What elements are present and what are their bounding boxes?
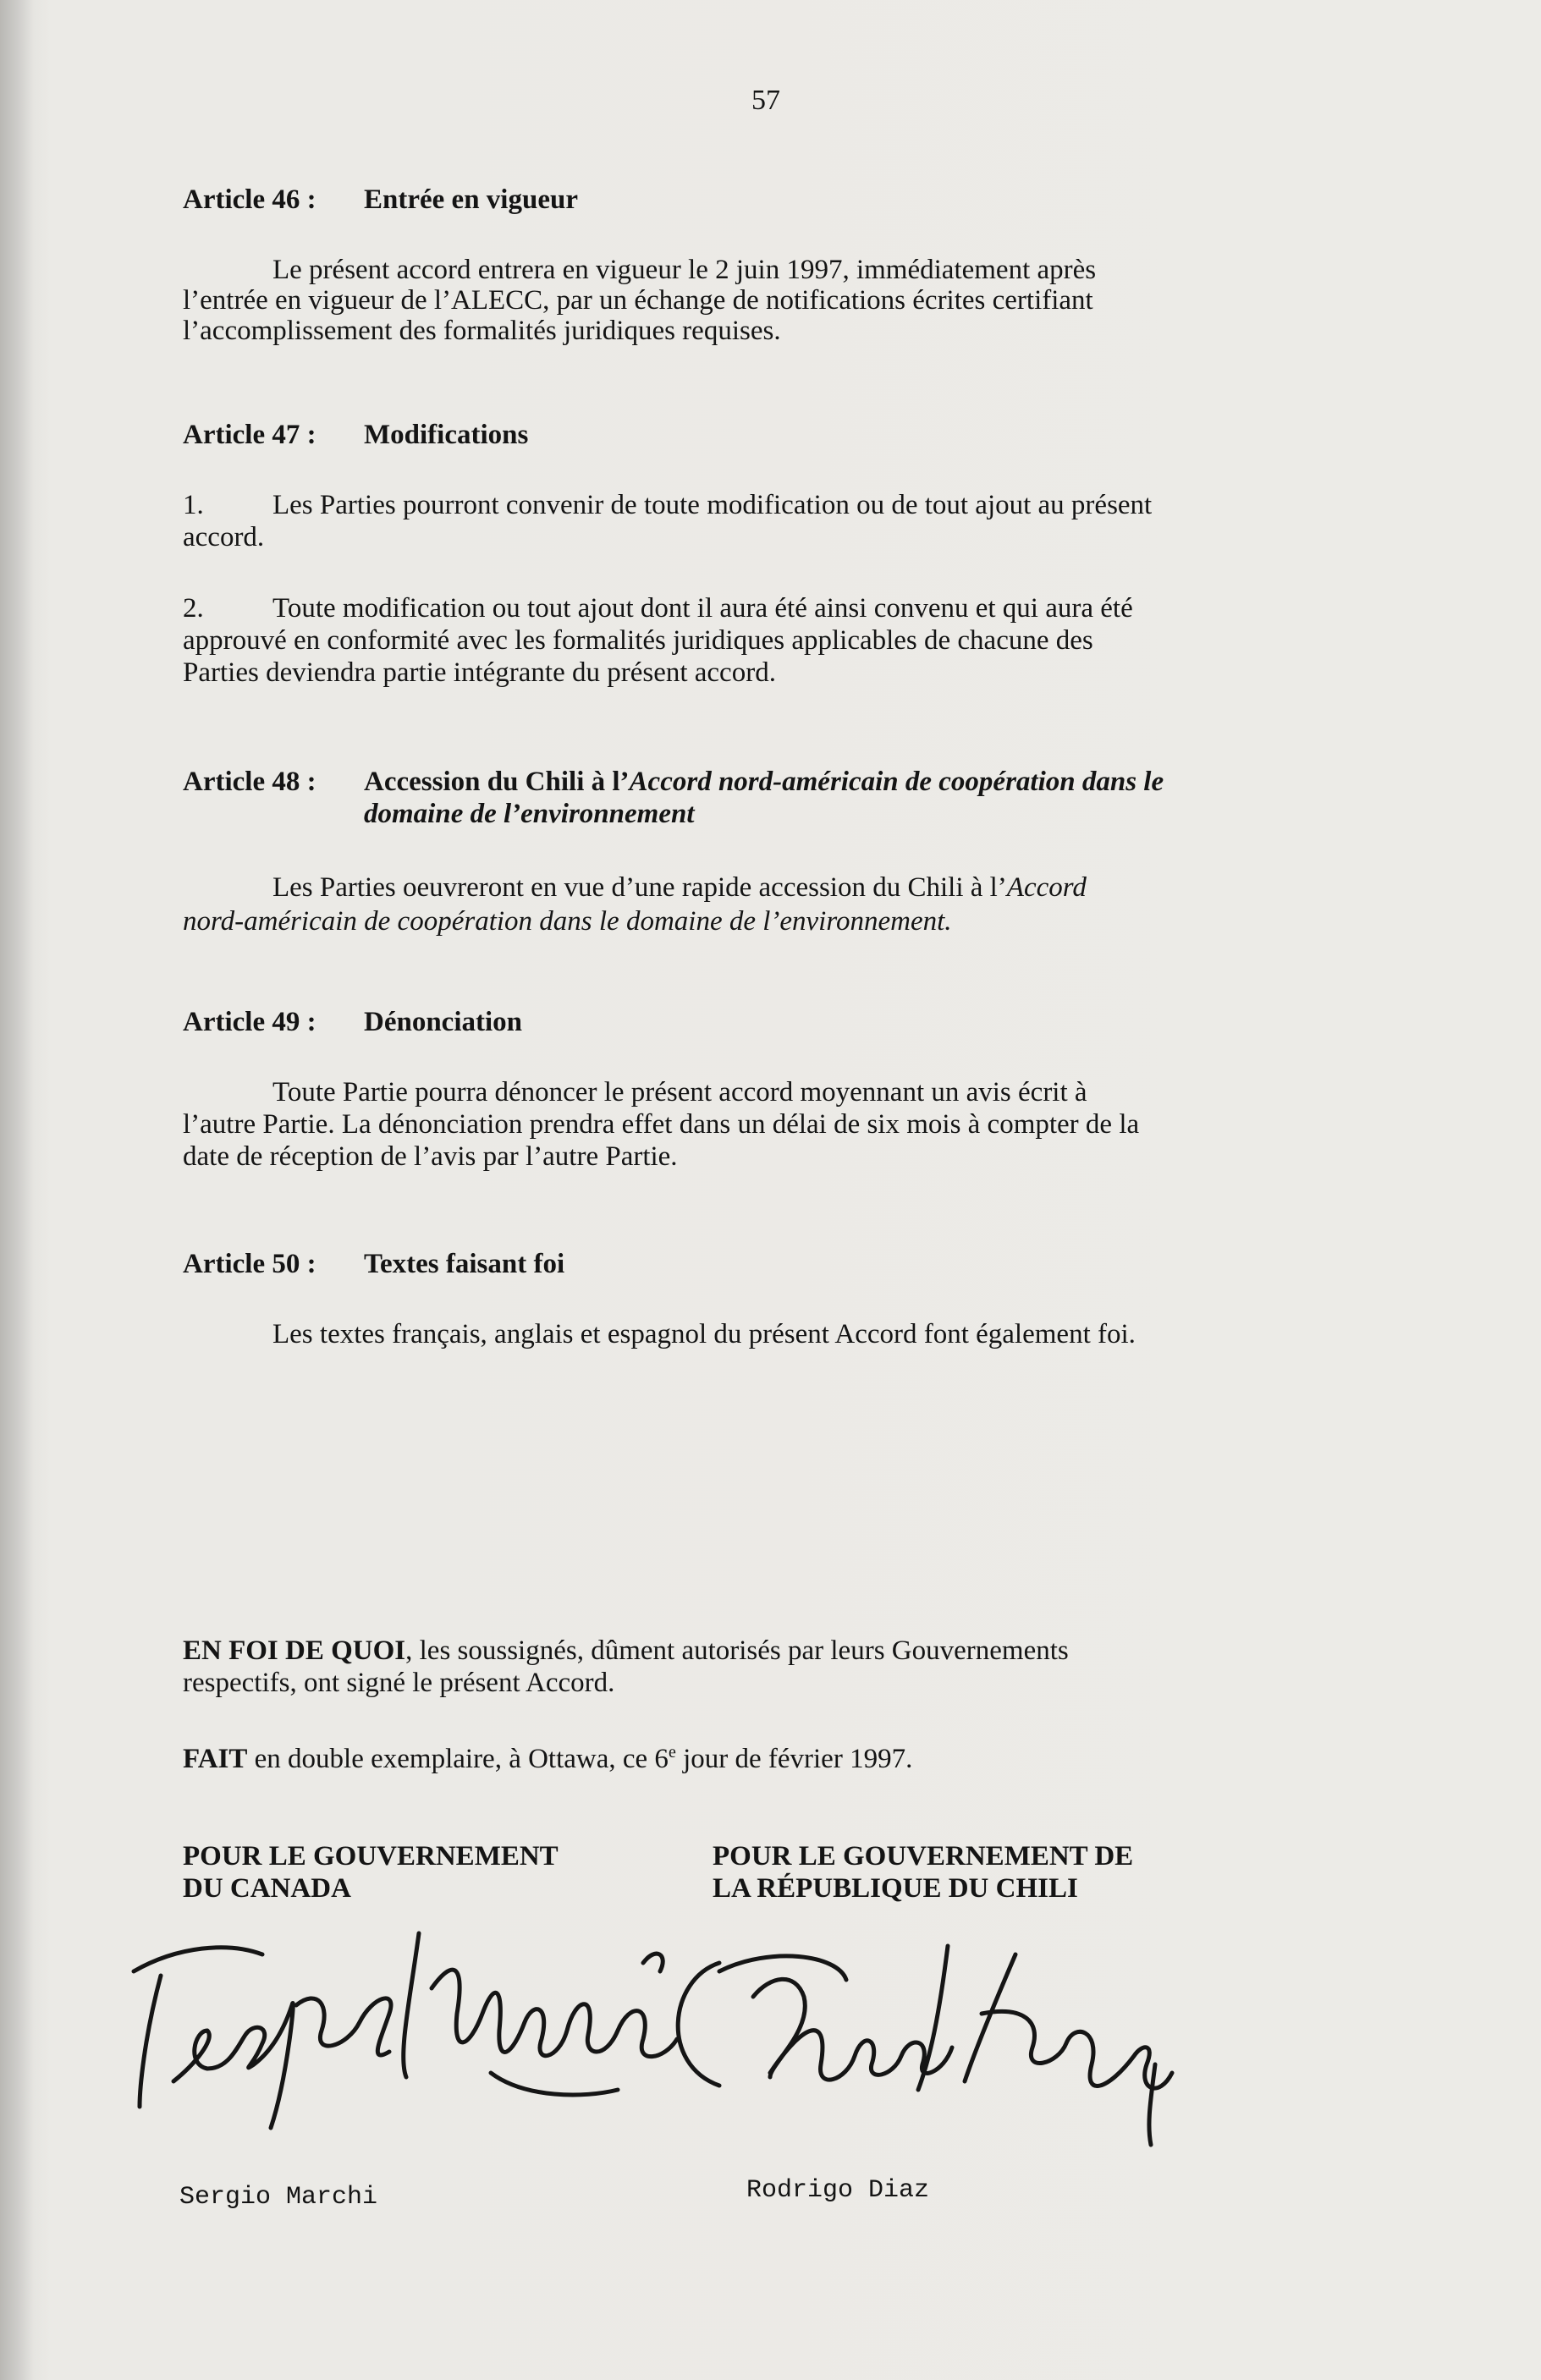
chile-signature [678,1946,1172,2145]
chile-heading-line-1: POUR LE GOUVERNEMENT DE [713,1841,1134,1872]
article-48-title-line-2: domaine de l’environnement [364,799,695,829]
article-46-title: Entrée en vigueur [364,184,578,215]
article-47-para-1-line-1: Les Parties pourront convenir de toute modification ou de tout ajout au présent [272,490,1153,520]
article-47-para-2-line-2: approuvé en conformité avec les formalités juridiques applicables de chacune des [183,625,1093,656]
canada-heading-line-2: DU CANADA [183,1873,351,1904]
article-47-para-2-num: 2. [183,593,204,624]
article-47-para-2-line-3: Parties deviendra partie intégrante du présent accord. [183,657,776,688]
article-50-number: Article 50 : [183,1249,316,1279]
canada-signatory-name: Sergio Marchi [179,2183,378,2212]
article-46-number: Article 46 : [183,184,316,215]
article-48-number: Article 48 : [183,767,316,797]
page-number: 57 [751,85,780,116]
article-46-line-2: l’entrée en vigueur de l’ALECC, par un échange de notifications écrites certifiant [183,285,1093,316]
article-49-line-2: l’autre Partie. La dénonciation prendra effet dans un délai de six mois à compter de la [183,1109,1140,1140]
article-48-line-1: Les Parties oeuvreront en vue d’une rapide accession du Chili à l’Accord [272,872,1087,903]
done-at-clause: FAIT en double exemplaire, à Ottawa, ce 6e jour de février 1997. [183,1743,913,1774]
article-50-title: Textes faisant foi [364,1249,565,1279]
article-47-title: Modifications [364,420,529,450]
article-49-line-1: Toute Partie pourra dénoncer le présent accord moyennant un avis écrit à [272,1077,1087,1108]
article-47-para-1-num: 1. [183,490,204,520]
chile-heading-line-2: LA RÉPUBLIQUE DU CHILI [713,1873,1078,1904]
article-49-line-3: date de réception de l’avis par l’autre Partie. [183,1141,678,1172]
canada-heading-line-1: POUR LE GOUVERNEMENT [183,1841,559,1872]
article-47-para-1-line-2: accord. [183,522,265,552]
canada-signature [134,1933,677,2128]
witness-clause-line-2: respectifs, ont signé le présent Accord. [183,1668,615,1698]
article-46-line-1: Le présent accord entrera en vigueur le 2 juin 1997, immédiatement après [272,255,1097,285]
article-49-number: Article 49 : [183,1007,316,1037]
article-50-line-1: Les textes français, anglais et espagnol du présent Accord font également foi. [272,1319,1136,1349]
article-47-para-2-line-1: Toute modification ou tout ajout dont il aura été ainsi convenu et qui aura été [272,593,1133,624]
article-48-line-2: nord-américain de coopération dans le domaine de l’environnement. [183,906,952,937]
chile-signatory-name: Rodrigo Diaz [746,2176,930,2205]
article-49-title: Dénonciation [364,1007,523,1037]
article-47-number: Article 47 : [183,420,316,450]
witness-clause-line-1: EN FOI DE QUOI, les soussignés, dûment autorisés par leurs Gouvernements [183,1635,1069,1666]
signatures-graphic [127,1895,1185,2149]
article-48-title-line-1: Accession du Chili à l’Accord nord-américain de coopération dans le [364,767,1164,797]
article-46-line-3: l’accomplissement des formalités juridiques requises. [183,316,781,346]
